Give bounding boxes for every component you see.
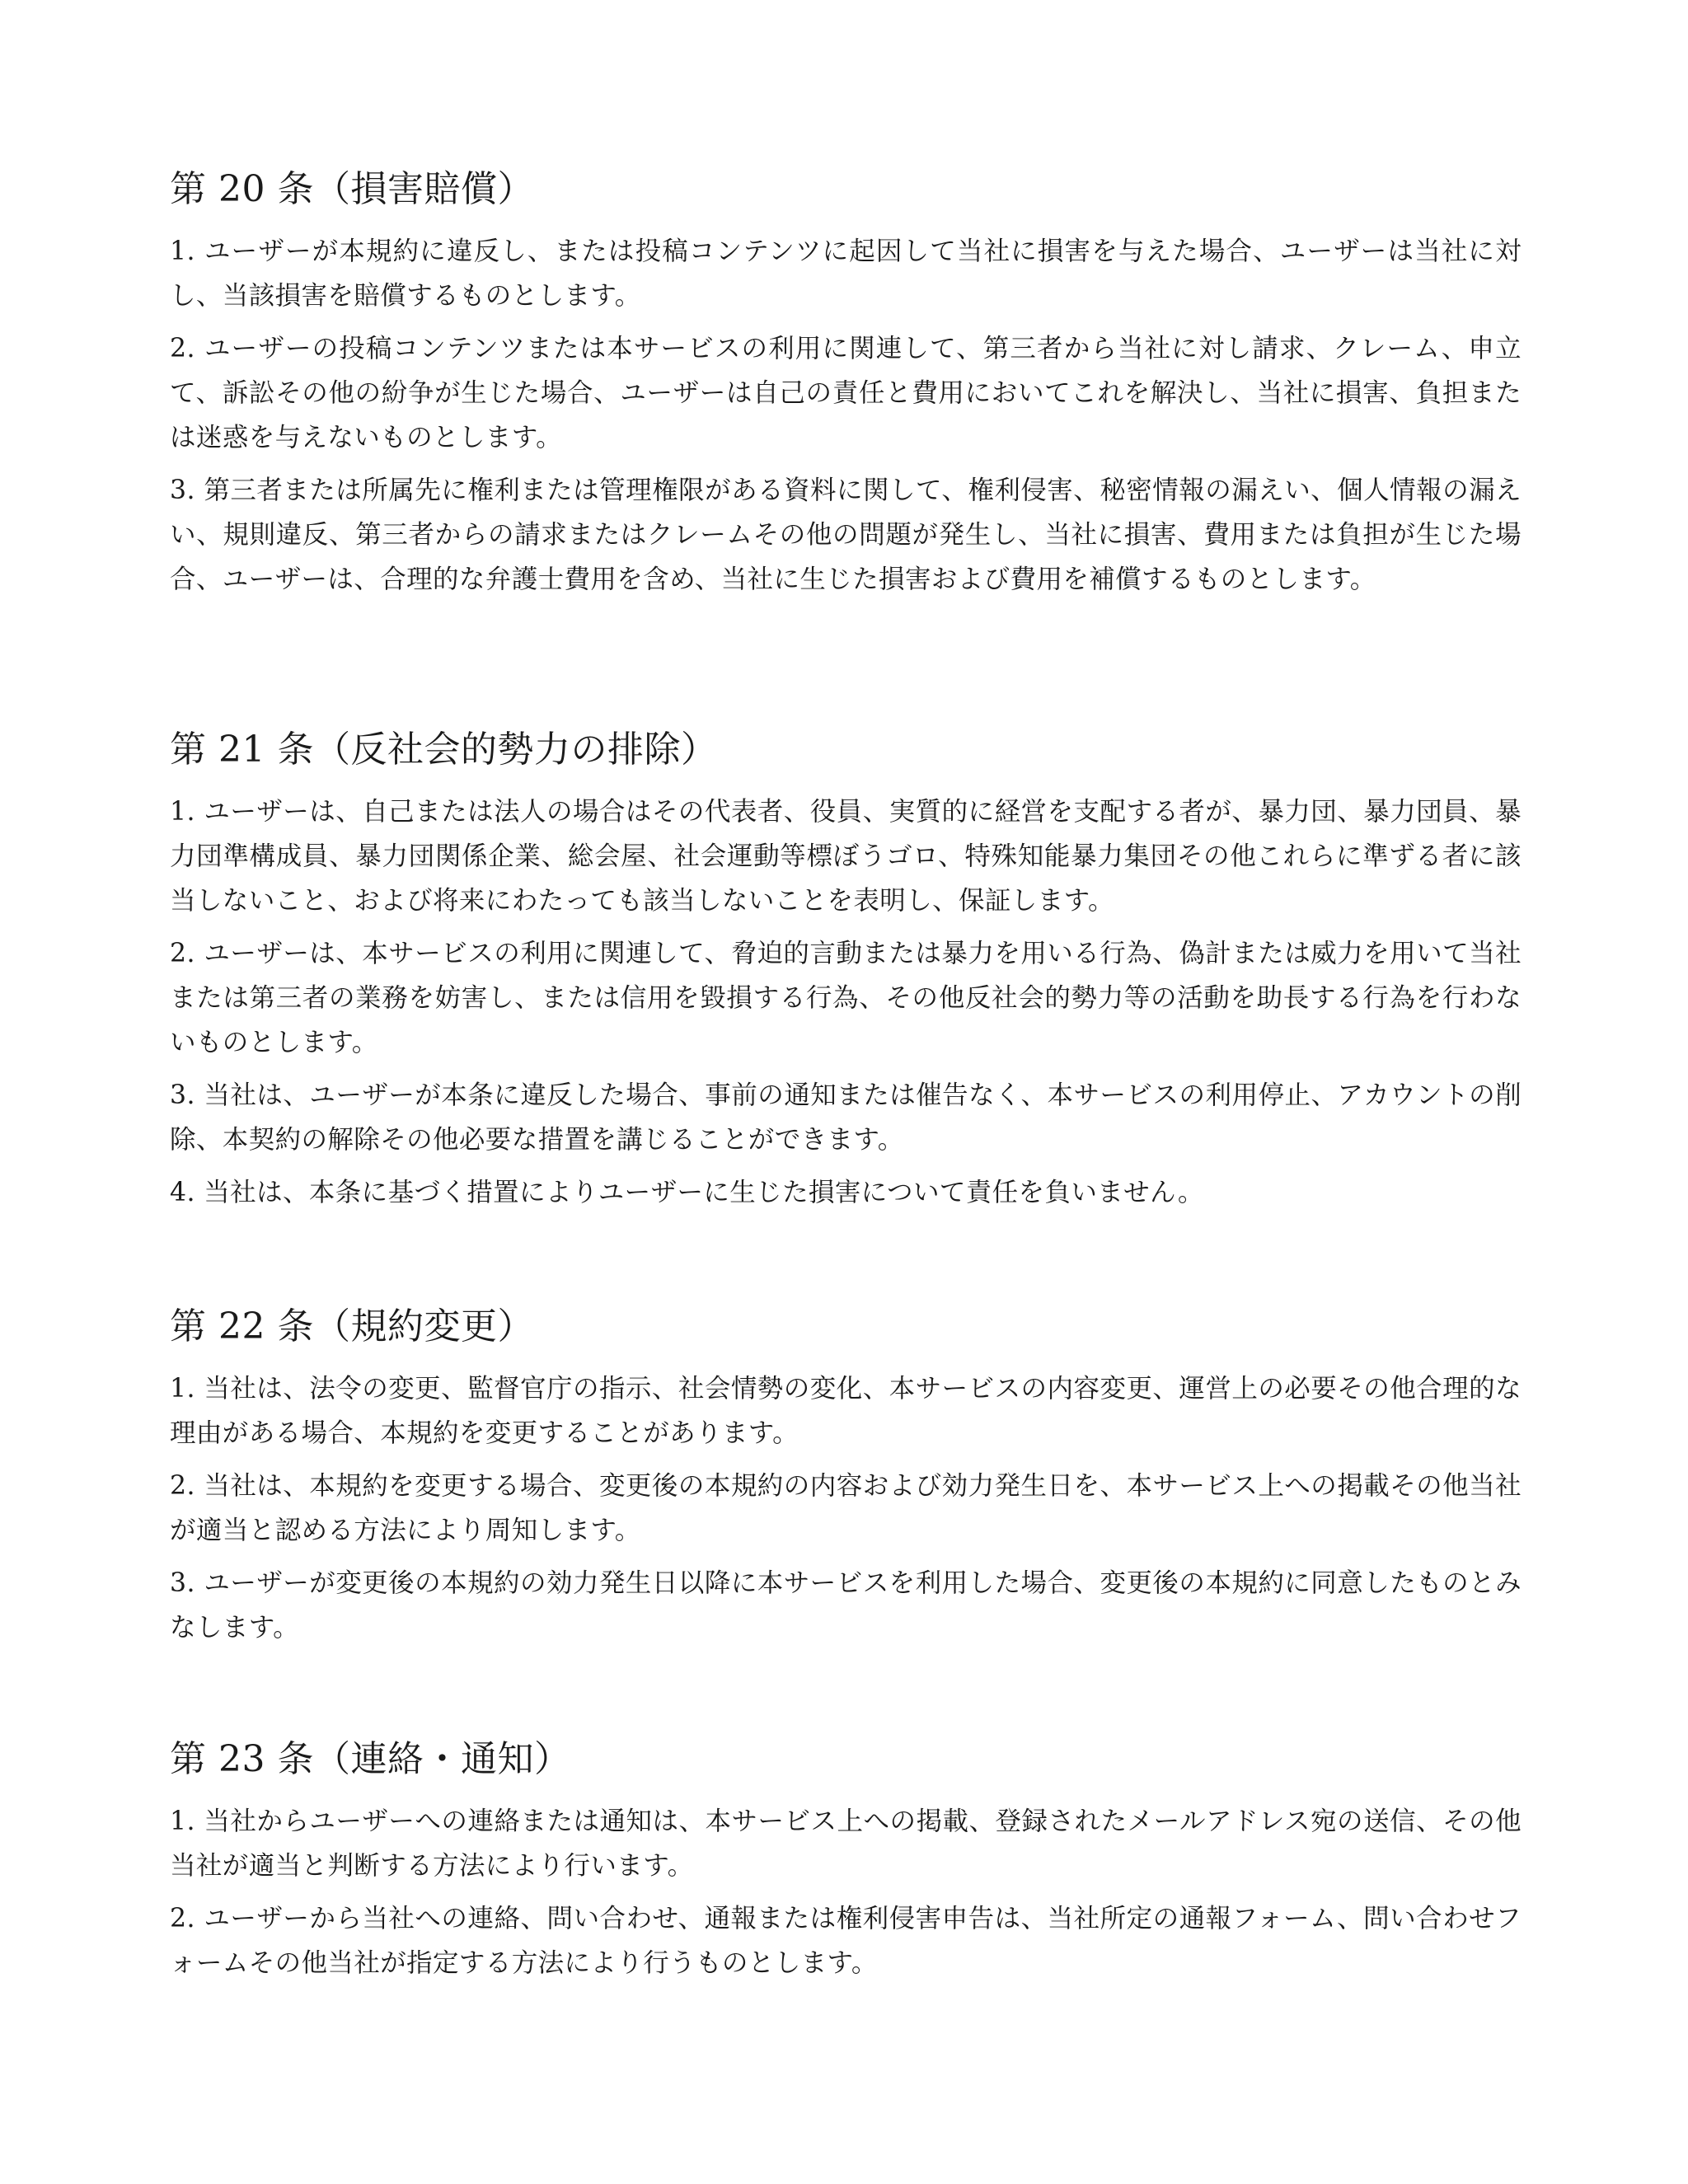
clause: 2. ユーザーの投稿コンテンツまたは本サービスの利用に関連して、第三者から当社に対し請求、クレーム、申立て、訴訟その他の紛争が生じた場合、ユーザーは自己の責任と費用においてこれを解決し、当社に損害、負担または迷惑を与えないものとします。 [170,334,1522,452]
clause: 4. 当社は、本条に基づく措置によりユーザーに生じた損害について責任を負いません。 [170,1178,1204,1207]
clause: 1. ユーザーは、自己または法人の場合はその代表者、役員、実質的に経営を支配する者が、暴力団、暴力団員、暴力団準構成員、暴力団関係企業、総会屋、社会運動等標ぼうゴロ、特殊知能暴力集団その他これらに準ずる者に該当しないこと、および将来にわたっても該当しないことを表明し、保証します。 [170,797,1522,916]
clause: 1. 当社は、法令の変更、監督官庁の指示、社会情勢の変化、本サービスの内容変更、運営上の必要その他合理的な理由がある場合、本規約を変更することがあります。 [170,1374,1522,1448]
clause: 2. 当社は、本規約を変更する場合、変更後の本規約の内容および効力発生日を、本サービス上への掲載その他当社が適当と認める方法により周知します。 [170,1471,1522,1545]
article-21 [170,725,1522,1223]
article-23 [170,1735,1522,1994]
clause: 1. ユーザーが本規約に違反し、または投稿コンテンツに起因して当社に損害を与えた場合、ユーザーは当社に対し、当該損害を賠償するものとします。 [170,237,1522,311]
clause: 3. 当社は、ユーザーが本条に違反した場合、事前の通知または催告なく、本サービスの利用停止、アカウントの削除、本契約の解除その他必要な措置を講じることができます。 [170,1080,1522,1155]
clause: 3. 第三者または所属先に権利または管理権限がある資料に関して、権利侵害、秘密情報の漏えい、個人情報の漏えい、規則違反、第三者からの請求またはクレームその他の問題が発生し、当社に損害、費用または負担が生じた場合、ユーザーは、合理的な弁護士費用を含め、当社に生じた損害および費用を補償するものとします。 [170,476,1522,594]
article-title: 第 21 条（反社会的勢力の排除） [170,729,718,771]
article-22 [170,1302,1522,1658]
clause: 1. 当社からユーザーへの連絡または通知は、本サービス上への掲載、登録されたメールアドレス宛の送信、その他当社が適当と判断する方法により行います。 [170,1807,1522,1881]
article-title: 第 23 条（連絡・通知） [170,1738,571,1780]
article-20 [170,165,1522,610]
article-title: 第 22 条（規約変更） [170,1305,534,1347]
article-title: 第 20 条（損害賠償） [170,168,534,210]
clause: 2. ユーザーは、本サービスの利用に関連して、脅迫的言動または暴力を用いる行為、偽計または威力を用いて当社または第三者の業務を妨害し、または信用を毀損する行為、その他反社会的勢力等の活動を助長する行為を行わないものとします。 [170,939,1522,1057]
clause: 2. ユーザーから当社への連絡、問い合わせ、通報または権利侵害申告は、当社所定の通報フォーム、問い合わせフォームその他当社が指定する方法により行うものとします。 [170,1904,1522,1978]
clause: 3. ユーザーが変更後の本規約の効力発生日以降に本サービスを利用した場合、変更後の本規約に同意したものとみなします。 [170,1568,1522,1643]
